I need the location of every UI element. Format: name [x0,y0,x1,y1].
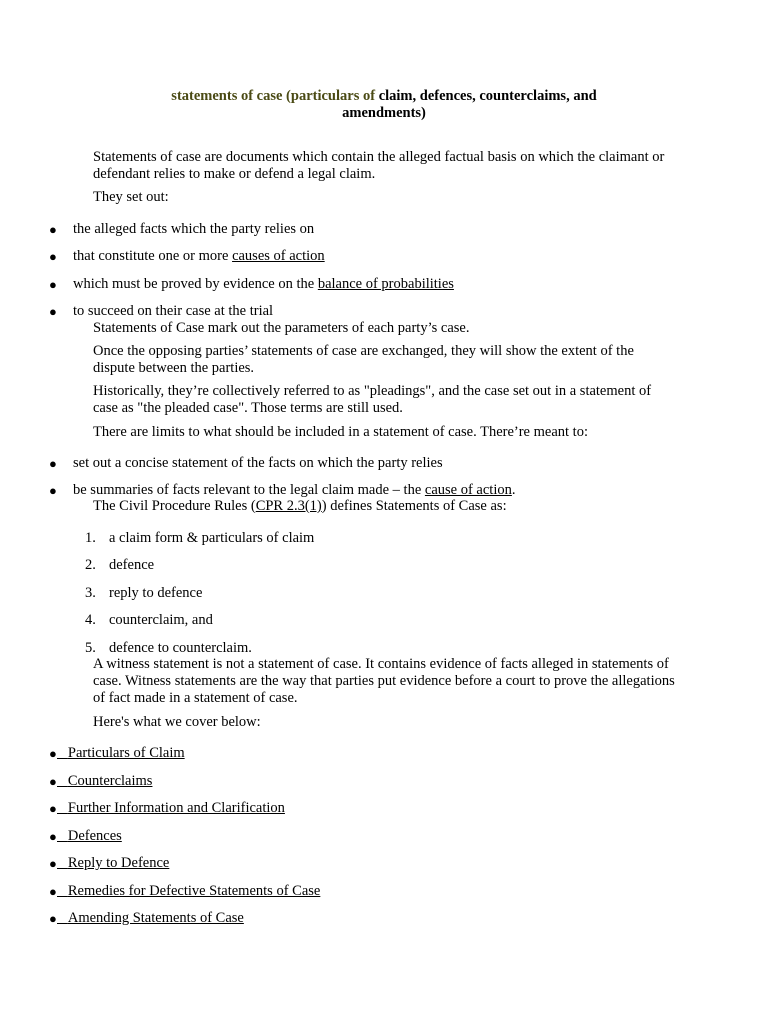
bullet-icon: ● [49,746,57,761]
bullet-icon: ● [49,884,57,899]
numbered-item: 4. counterclaim, and [85,612,213,628]
paragraph-limits: There are limits to what should be included in a statement of case. There’re meant to: [93,424,588,440]
page-title [100,88,668,122]
numbered-item: 2. defence [85,557,155,573]
toc-link-reply-to-defence[interactable]: Reply to Defence [67,855,170,871]
paragraph-witness: A witness statement is not a statement of case. It contains evidence of facts alleged in statements of case. Witness statements are the way that parties put evidence before a court to prove the allegations of fact made in a statement of case. [93,656,675,706]
toc-link-further-information[interactable]: Further Information and Clarification [67,800,285,816]
bullet-icon: ● [49,483,57,498]
cpr-link[interactable]: CPR 2.3(1) [255,498,322,514]
paragraph-pleadings: Historically, they’re collectively referred to as "pleadings", and the case set out in a statement of case as "the pleaded case". Those terms are still used. [93,383,652,416]
intro-paragraph: Statements of case are documents which contain the alleged factual basis on which the claimant or defendant relies to make or defend a legal claim. [93,149,665,182]
bullet-icon: ● [49,911,57,926]
intro-set-out: They set out: [93,189,169,205]
bullet-text: which must be proved by evidence on the balance of probabilities [73,276,454,292]
bullet-icon: ● [49,801,57,816]
title-line-2: amendments) [342,105,426,121]
toc-link-remedies[interactable]: Remedies for Defective Statements of Case [67,883,321,899]
bullet-icon: ● [49,774,57,789]
paragraph-parameters: Statements of Case mark out the parameters of each party’s case. [93,320,470,336]
cause-of-action-link[interactable]: cause of action [424,482,512,498]
title-part-2: claim, defences, counterclaims, and [375,88,597,104]
numbered-item: 3. reply to defence [85,585,203,601]
bullet-icon: ● [49,856,57,871]
bullet-icon: ● [49,249,57,264]
title-part-1: statements of case (particulars of [171,88,376,104]
bullet-text: set out a concise statement of the facts on which the party relies [73,455,443,471]
bullet-icon: ● [49,304,57,319]
paragraph-extent: Once the opposing parties’ statements of case are exchanged, they will show the extent of the dispute between the parties. [93,343,634,376]
numbered-item: 1. a claim form & particulars of claim [85,530,315,546]
bullet-icon: ● [49,456,57,471]
numbered-item: 5. defence to counterclaim. [85,640,252,656]
toc-link-defences[interactable]: Defences [67,828,122,844]
bullet-text: that constitute one or more causes of action [73,248,325,264]
bullet-icon: ● [49,222,57,237]
bullet-text: be summaries of facts relevant to the legal claim made – the cause of action. [73,482,516,498]
paragraph-cover-below: Here's what we cover below: [93,714,261,730]
balance-of-probabilities-link[interactable]: balance of probabilities [317,276,454,292]
toc-link-counterclaims[interactable]: Counterclaims [67,773,153,789]
bullet-text: to succeed on their case at the trial [73,303,274,319]
toc-link-particulars-of-claim[interactable]: Particulars of Claim [67,745,185,761]
paragraph-cpr: The Civil Procedure Rules (CPR 2.3(1)) defines Statements of Case as: [93,498,507,514]
bullet-icon: ● [49,829,57,844]
bullet-icon: ● [49,277,57,292]
toc-link-amending[interactable]: Amending Statements of Case [67,910,244,926]
bullet-text: the alleged facts which the party relies on [73,221,315,237]
causes-of-action-link[interactable]: causes of action [232,248,325,264]
